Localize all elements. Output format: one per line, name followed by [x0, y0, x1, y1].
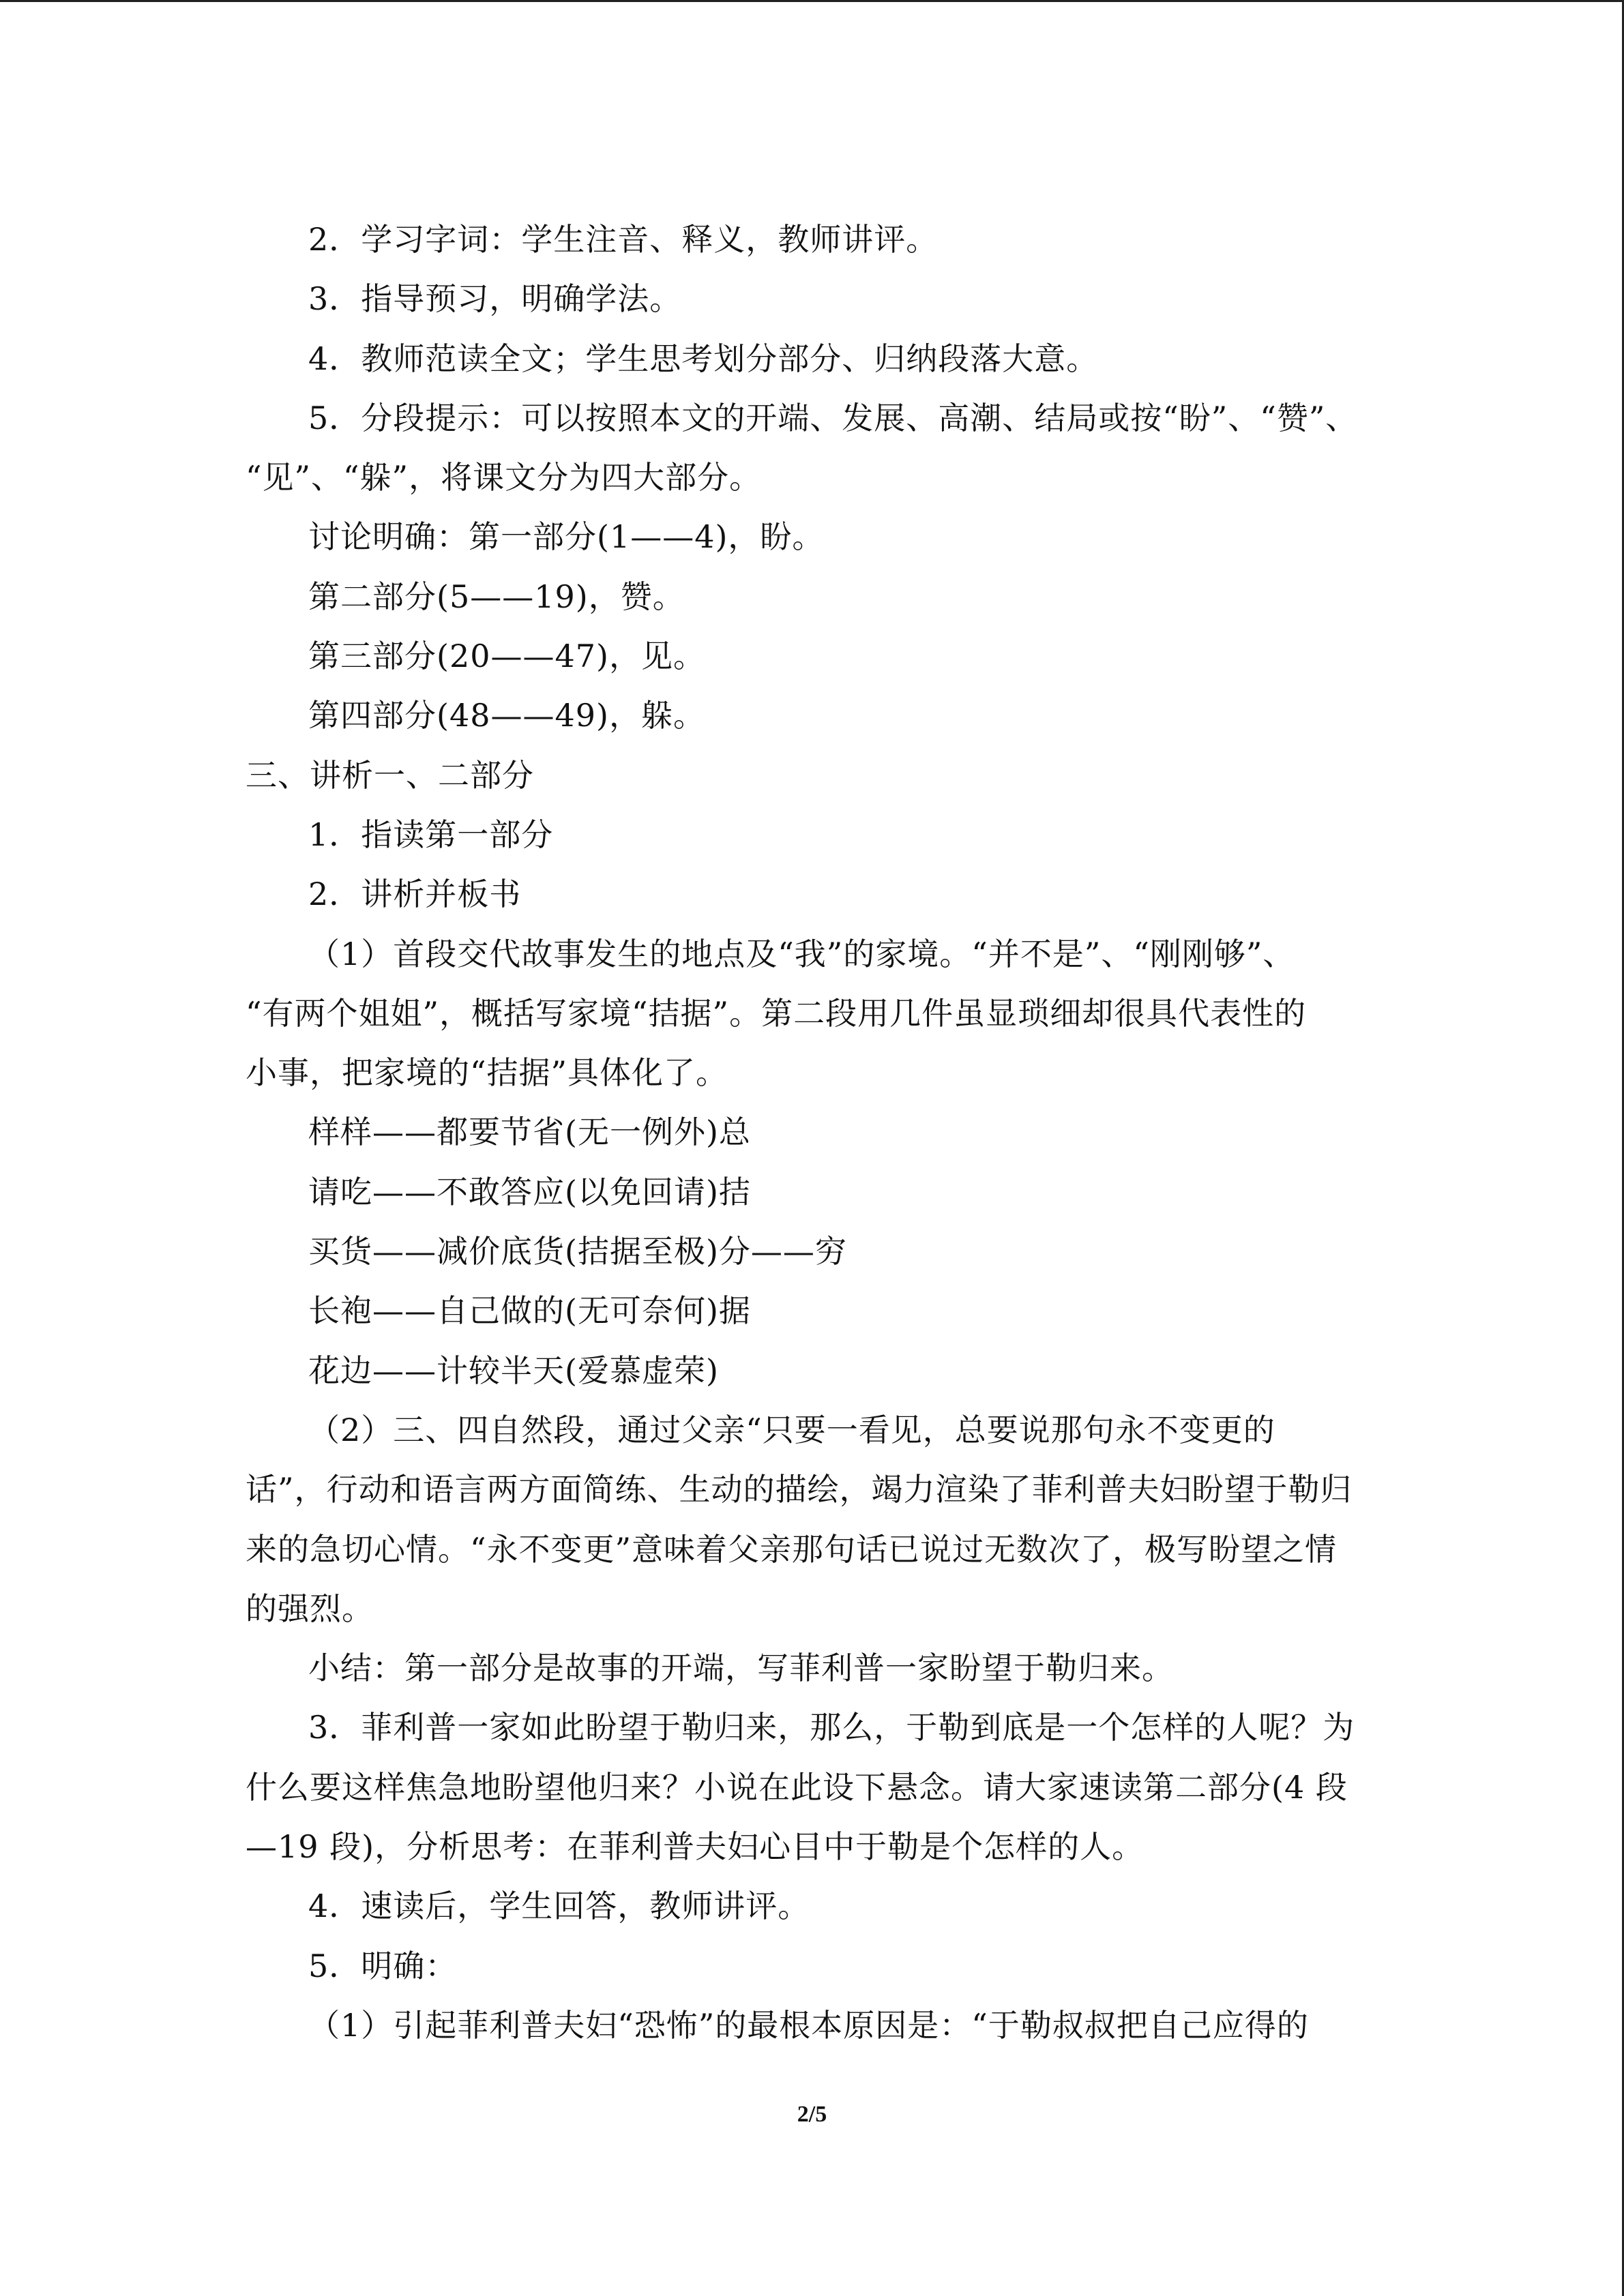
- text-line: 第四部分(48——49)，躲。: [308, 697, 705, 734]
- text-line: 1．指读第一部分: [308, 816, 554, 853]
- page-edge-top: [0, 0, 1624, 2]
- text-line: 样样——都要节省(无一例外)总: [308, 1114, 751, 1151]
- text-line: 第三部分(20——47)，见。: [308, 638, 705, 675]
- page-number: 2/5: [797, 2102, 827, 2127]
- text-line: 2．学习字词：学生注音、释义，教师讲评。: [308, 221, 939, 258]
- text-line: 话”，行动和语言两方面简练、生动的描绘，竭力渲染了菲利普夫妇盼望于勒归: [246, 1471, 1353, 1508]
- text-line: 花边——计较半天(爱慕虚荣): [308, 1352, 719, 1389]
- text-line: 长袍——自己做的(无可奈何)据: [308, 1292, 751, 1330]
- text-line: 什么要这样焦急地盼望他归来？小说在此设下悬念。请大家速读第二部分(4 段: [246, 1768, 1348, 1806]
- text-line: （1）首段交代故事发生的地点及“我”的家境。“并不是”、“刚刚够”、: [308, 935, 1295, 972]
- text-line: 2．讲析并板书: [308, 876, 522, 913]
- text-line: 3．指导预习，明确学法。: [308, 280, 682, 318]
- text-line: 小结：第一部分是故事的开端，写菲利普一家盼望于勒归来。: [308, 1650, 1174, 1687]
- text-line: 来的急切心情。“永不变更”意味着父亲那句话已说过无数次了，极写盼望之情: [246, 1530, 1338, 1568]
- text-line: 三、讲析一、二部分: [246, 756, 534, 794]
- text-line: （2）三、四自然段，通过父亲“只要一看见，总要说那句永不变更的: [308, 1411, 1275, 1448]
- text-line: 请吃——不敢答应(以免回请)拮: [308, 1173, 751, 1210]
- document-body: [246, 210, 1378, 2055]
- text-line: 5．分段提示：可以按照本文的开端、发展、高潮、结局或按“盼”、“赞”、: [308, 399, 1358, 436]
- text-line: 5．明确：: [308, 1947, 458, 1984]
- text-line: 讨论明确：第一部分(1——4)，盼。: [308, 518, 825, 556]
- text-line: 第二部分(5——19)，赞。: [308, 578, 685, 615]
- text-line: 4．速读后，学生回答，教师讲评。: [308, 1888, 810, 1925]
- text-line: 3．菲利普一家如此盼望于勒归来，那么，于勒到底是一个怎样的人呢？为: [308, 1709, 1355, 1746]
- text-line: “有两个姐姐”，概括写家境“拮据”。第二段用几件虽显琐细却很具代表性的: [246, 994, 1307, 1032]
- text-line: 4．教师范读全文；学生思考划分部分、归纳段落大意。: [308, 340, 1099, 377]
- text-line: —19 段)，分析思考：在菲利普夫妇心目中于勒是个怎样的人。: [246, 1828, 1145, 1866]
- text-line: “见”、“躲”，将课文分为四大部分。: [246, 459, 762, 496]
- text-line: （1）引起菲利普夫妇“恐怖”的最根本原因是：“于勒叔叔把自己应得的: [308, 2006, 1309, 2044]
- text-line: 小事，把家境的“拮据”具体化了。: [246, 1054, 728, 1092]
- text-line: 的强烈。: [246, 1590, 374, 1627]
- text-line: 买货——减价底货(拮据至极)分——穷: [308, 1233, 847, 1270]
